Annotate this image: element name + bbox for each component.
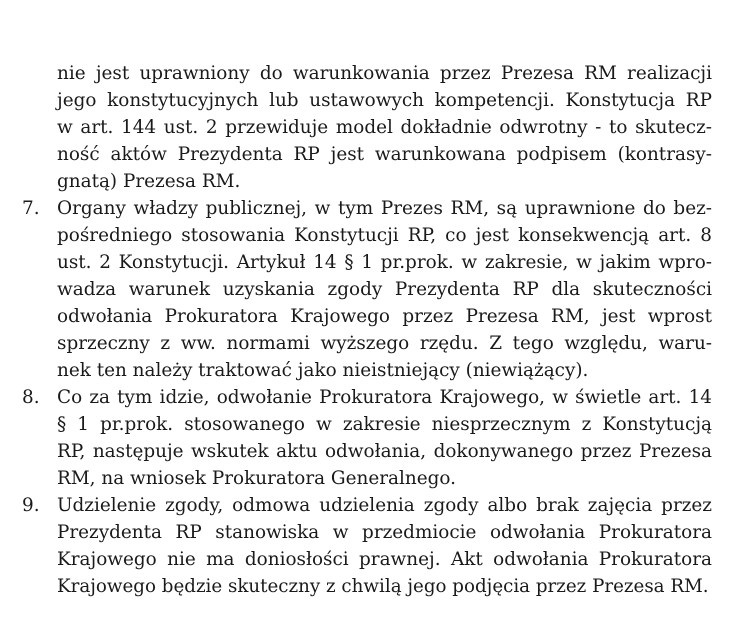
item-number: 8. xyxy=(22,387,40,408)
text-line: RM, na wniosek Prokuratora Generalnego. xyxy=(57,468,456,489)
document-body xyxy=(22,60,712,600)
item-number: 7. xyxy=(22,198,40,219)
text-line: Organy władzy publicznej, w tym Prezes RM, są uprawnione do bez- xyxy=(57,198,712,219)
list-item-7 xyxy=(22,195,712,384)
list-item-8 xyxy=(22,384,712,492)
text-line: Co za tym idzie, odwołanie Prokuratora Krajowego, w świetle art. 14 xyxy=(57,387,712,408)
text-line: RP, następuje wskutek aktu odwołania, dokonywanego przez Prezesa xyxy=(57,441,712,462)
paragraph-continuation xyxy=(22,60,712,195)
text-line: w art. 144 ust. 2 przewiduje model dokładnie odwrotny - to skutecz- xyxy=(57,117,712,138)
list-item-9 xyxy=(22,492,712,600)
text-line: nek ten należy traktować jako nieistniejący (niewiążący). xyxy=(57,360,589,381)
text-line: nie jest uprawniony do warunkowania przez Prezesa RM realizacji xyxy=(57,63,712,84)
text-line: sprzeczny z ww. normami wyższego rzędu. Z tego względu, waru- xyxy=(57,333,712,354)
text-line: gnatą) Prezesa RM. xyxy=(57,171,241,192)
text-line: pośredniego stosowania Konstytucji RP, co jest konsekwencją art. 8 xyxy=(57,225,712,246)
text-line: Krajowego będzie skuteczny z chwilą jego podjęcia przez Prezesa RM. xyxy=(57,576,709,597)
text-line: ność aktów Prezydenta RP jest warunkowana podpisem (kontrasy- xyxy=(57,144,712,165)
text-line: ust. 2 Konstytucji. Artykuł 14 § 1 pr.prok. w zakresie, w jakim wpro- xyxy=(57,252,712,273)
item-number: 9. xyxy=(22,495,40,516)
text-line: wadza warunek uzyskania zgody Prezydenta RP dla skuteczności xyxy=(57,279,712,300)
text-line: Prezydenta RP stanowiska w przedmiocie odwołania Prokuratora xyxy=(57,522,712,543)
text-line: odwołania Prokuratora Krajowego przez Prezesa RM, jest wprost xyxy=(57,306,712,327)
text-line: § 1 pr.prok. stosowanego w zakresie niesprzecznym z Konstytucją xyxy=(57,414,712,435)
text-line: Krajowego nie ma doniosłości prawnej. Akt odwołania Prokuratora xyxy=(57,549,712,570)
text-line: jego konstytucyjnych lub ustawowych kompetencji. Konstytucja RP xyxy=(57,90,712,111)
text-line: Udzielenie zgody, odmowa udzielenia zgody albo brak zajęcia przez xyxy=(57,495,712,516)
